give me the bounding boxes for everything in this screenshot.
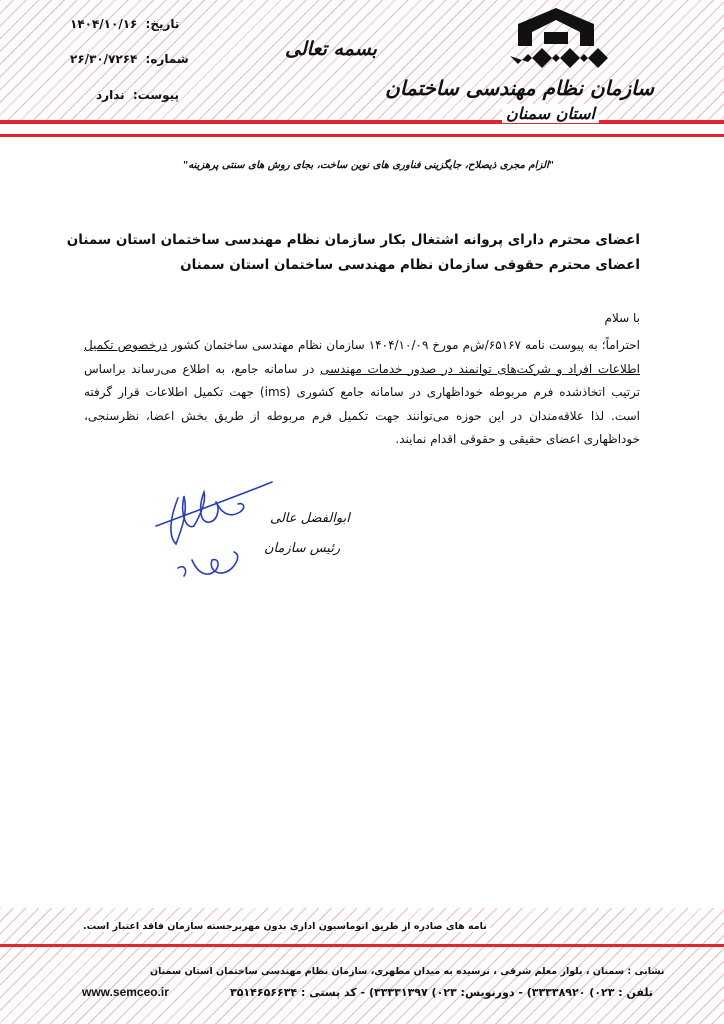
organization-province: استان سمنان [502, 104, 599, 123]
number-value: ۲۶/۳۰/۷۲۶۴ [70, 52, 138, 66]
header-divider-top [0, 120, 724, 124]
letter-date [70, 17, 179, 31]
date-value: ۱۴۰۴/۱۰/۱۶ [70, 17, 138, 31]
footer-website-link[interactable]: www.semceo.ir [82, 985, 169, 999]
body-underlined-text: درخصوص تکمیل اطلاعات افراد و شرکت‌های توانمند در صدور خدمات مهندسی [84, 338, 640, 376]
header-divider-bottom [0, 134, 724, 137]
number-label: شماره: [145, 52, 189, 66]
organization-name: سازمان نظام مهندسی ساختمان [385, 76, 654, 100]
footer-address: نشانی : سمنان ، بلوار معلم شرقی ، نرسیده به میدان مطهری، سازمان نظام مهندسی ساختمان استان سمنان [150, 966, 665, 977]
body-text-part: در سامانه جامع، به اطلاع می‌رساند براساس ترتیب اتخاذشده فرم مربوطه خوداظهاری در سامانه جامع کشوری (ims) جهت تکمیل اطلاعات قرار گرفته است. لذا علاقه‌مندان در این حوزه می‌توانند جهت تکمیل فرم مربوطه از طریق بخش اعضا، نظرسنجی، خوداظهاری اعضای حقیقی و حقوقی اقدام نمایند. [84, 361, 640, 446]
attachment-value: ندارد [96, 88, 125, 102]
handwritten-signature [148, 478, 350, 588]
signatory-title: رئیس سازمان [264, 541, 341, 556]
letter-attachment [96, 88, 179, 102]
letter-number [70, 52, 189, 66]
footer-divider [0, 944, 724, 947]
date-label: تاریخ: [145, 17, 180, 31]
body-text-part: احتراماً؛ به پیوست نامه ۶۵۱۶۷/ش‌م مورخ ۱۴۰۴/۱۰/۰۹ سازمان نظام مهندسی ساختمان کشور [167, 338, 641, 352]
motto-slogan: "الزام مجری ذیصلاح، جایگزینی فناوری های نوین ساخت، بجای روش های سنتی پرهزینه" [182, 160, 554, 171]
recipient-line-1: اعضای محترم دارای پروانه اشتغال بکار سازمان نظام مهندسی ساختمان استان سمنان [66, 232, 640, 248]
bismillah-heading: بسمه تعالی [285, 38, 377, 60]
attachment-label: پیوست: [132, 88, 180, 102]
footer-notice: نامه های صادره از طریق اتوماسیون اداری بدون مهربرجسته سازمان فاقد اعتبار است. [80, 921, 490, 932]
salutation: با سلام [604, 311, 640, 325]
letter-body [84, 334, 640, 452]
footer-phones: تلفن : ۰۲۳) ۳۳۳۳۸۹۲۰) - دورنویس: ۰۲۳) ۳۳۳۳۱۳۹۷) - کد پستی : ۳۵۱۴۶۵۶۶۳۴ [230, 986, 653, 999]
recipient-line-2: اعضای محترم حقوقی سازمان نظام مهندسی ساختمان استان سمنان [180, 257, 640, 273]
signatory-name: ابوالفضل عالی [270, 511, 350, 526]
